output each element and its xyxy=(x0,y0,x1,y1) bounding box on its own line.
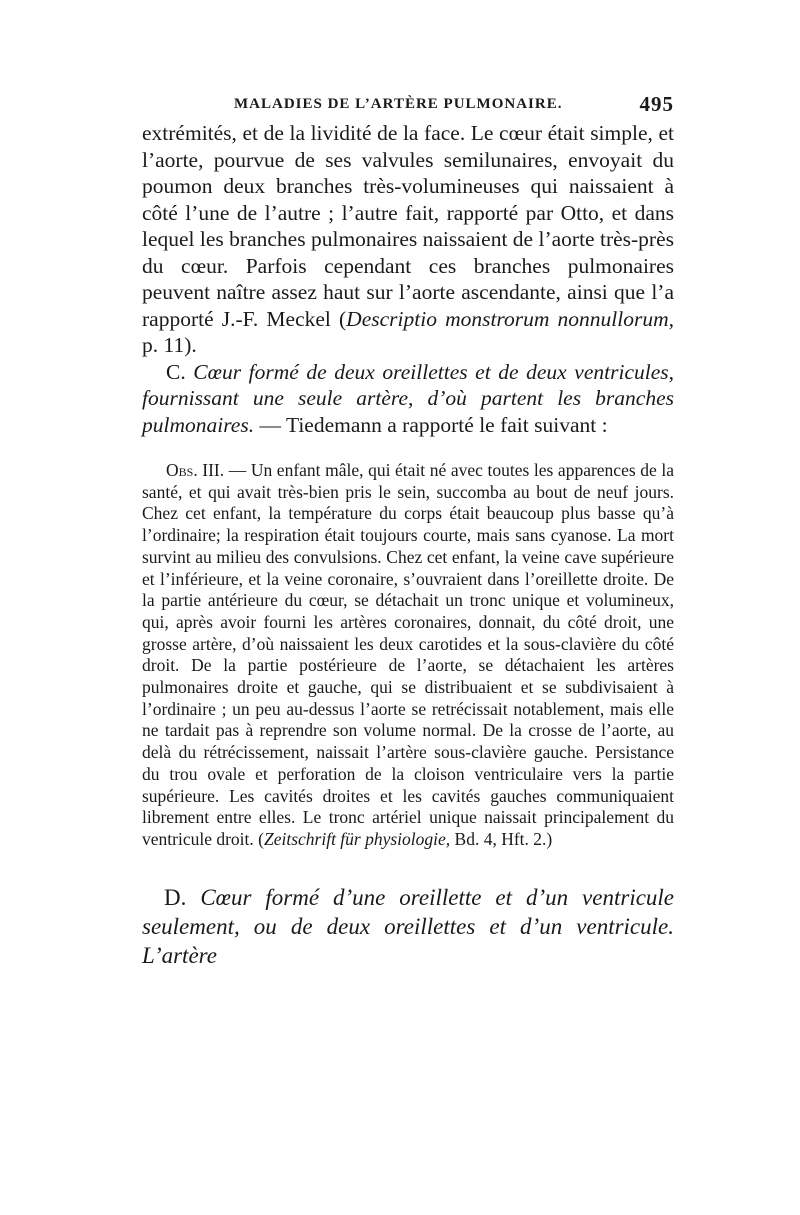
running-head xyxy=(142,92,674,120)
paragraph-continued xyxy=(142,120,674,359)
section-d-heading: Cœur formé d’une oreillette et d’un ventricule seulement, ou de deux oreillettes et d’un ventricule. L’artère xyxy=(142,884,675,968)
observation-label: Obs. III. xyxy=(166,460,225,480)
section-d-paragraph xyxy=(142,883,674,970)
observation-text: — Un enfant mâle, qui était né avec toutes les apparences de la santé, et qui avait très-bien pris le sein, succomba au bout de neuf jours. Chez cet enfant, la température du corps était beaucoup plus basse qu’à l’ordinaire; la respiration était toujours courte, mais sans cyanose. La mort survint au milieu des convulsions. Chez cet enfant, la veine cave supérieure et l’inférieure, et la veine coronaire, s’ouvraient dans l’oreillette droite. De la partie antérieure du cœur, se détachait un tronc unique et volumineux, qui, après avoir fourni les artères coronaires, donnait, du côté droit, une grosse artère, d’où naissaient les deux carotides et la sous-clavière du côté droit. De la partie postérieure de l’aorte, se détachaient les artères pulmonaires droite et gauche, qui se distribuaient et se subdivisaient à l’ordinaire ; un peu au-dessus l’aorte se retrécissait notablement, mais elle ne tardait pas à reprendre son volume normal. De la crosse de l’aorte, au delà du rétrécissement, naissait l’artère sous-clavière gauche. Persistance du trou ovale et perforation de la cloison ventriculaire vers la partie supérieure. Les cavités droites et les cavités gauches communiquaient librement entre elles. Le tronc artériel unique naissait principalement du ventricule droit. ( xyxy=(142,460,674,849)
main-text xyxy=(142,120,674,438)
section-c-heading: Cœur formé de deux oreillettes et de deux ventricules, fournissant une seule artère, d’où partent les branches pulmonaires. xyxy=(142,359,674,437)
section-c-text: — Tiedemann a rapporté le fait suivant : xyxy=(254,412,608,437)
book-page xyxy=(142,92,674,970)
observation-ref: Bd. 4, Hft. 2.) xyxy=(450,828,553,849)
observation-paragraph xyxy=(142,460,674,851)
paragraph-text: extrémités, et de la lividité de la face. Le cœur était simple, et l’aorte, pourvue de ses valvules semilunaires, envoyait du poumon deux branches très-volumineuses qui naissaient à côté l’une de l’autre ; l’autre fait, rapporté par Otto, et dans lequel les branches pulmonaires naissaient de l’aorte très-près du cœur. Parfois cependant ces branches pulmonaires peuvent naître assez haut sur l’aorte ascendante, ainsi que l’a rapporté J.-F. Meckel ( xyxy=(142,121,674,331)
running-head-title: MALADIES DE L’ARTÈRE PULMONAIRE. xyxy=(234,96,563,112)
observation-block xyxy=(142,460,674,851)
citation-meckel: Descriptio monstrorum nonnullorum, xyxy=(346,306,674,331)
section-d-letter: D. xyxy=(164,884,187,910)
observation-citation: Zeitschrift für physiologie, xyxy=(263,828,451,849)
section-d xyxy=(142,883,674,970)
section-c-letter: C. xyxy=(166,359,186,384)
section-c xyxy=(142,359,674,439)
citation-page: p. 11). xyxy=(142,333,197,357)
page-number: 495 xyxy=(639,92,674,116)
